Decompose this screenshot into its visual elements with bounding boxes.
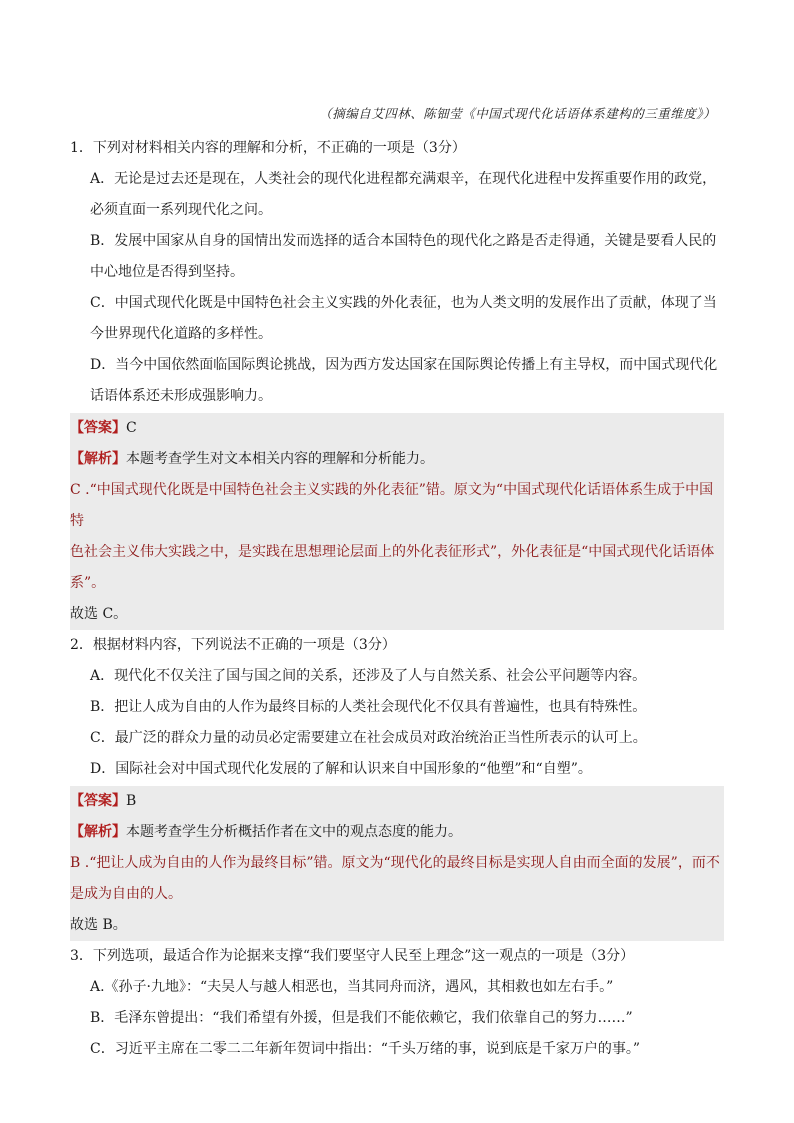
q1-explanation-line2: 色社会主义伟大实践之中，是实践在思想理论层面上的外化表征形式”，外化表征是“中国式现代化话语体 (70, 544, 715, 560)
q2-option-b: B．把让人成为自由的人作为最终目标的人类社会现代化不仅具有普遍性，也具有特殊性。 (90, 699, 647, 715)
question-content (70, 133, 724, 1065)
q2-choice: 故选 B。 (70, 917, 127, 933)
q2-explanation-line2: 是成为自由的人。 (70, 886, 182, 902)
q1-option-a-line1: A．无论是过去还是现在，人类社会的现代化进程都充满艰辛，在现代化进程中发挥重要作用的政党， (90, 171, 717, 187)
source-citation: （摘编自艾四林、陈钿莹《中国式现代化话语体系建构的三重维度》） (319, 106, 716, 121)
q1-answer-block (70, 413, 724, 630)
q1-option-b-line1: B．发展中国家从自身的国情出发而选择的适合本国特色的现代化之路是否走得通，关键是要看人民的 (90, 233, 717, 249)
answer-tag: 【答案】 (70, 420, 126, 436)
q3-option-c: C．习近平主席在二零二二年新年贺词中指出：“千头万绪的事，说到底是千家万户的事。” (90, 1041, 641, 1057)
q2-answer-value: B (126, 793, 137, 809)
q1-option-a-line2: 必须直面一系列现代化之问。 (90, 202, 272, 218)
q1-analysis-text: 本题考查学生对文本相关内容的理解和分析能力。 (126, 451, 434, 467)
q1-option-c-line2: 今世界现代化道路的多样性。 (90, 326, 272, 342)
analysis-tag: 【解析】 (70, 824, 126, 840)
q1-analysis-line (70, 444, 724, 475)
q2-answer-line (70, 786, 724, 817)
question-3-stem: 3．下列选项，最适合作为论据来支撑“我们要坚守人民至上理念”这一观点的一项是（3分） (70, 948, 635, 964)
q1-explanation-line1: C .“中国式现代化既是中国特色社会主义实践的外化表征”错。原文为“中国式现代化话语体系生成于中国特 (70, 482, 714, 529)
q1-answer-value: C (126, 420, 137, 436)
analysis-tag: 【解析】 (70, 451, 126, 467)
q1-answer-line (70, 413, 724, 444)
q1-choice: 故选 C。 (70, 606, 128, 622)
q1-option-c-line1: C．中国式现代化既是中国特色社会主义实践的外化表征，也为人类文明的发展作出了贡献，体现了当 (90, 295, 717, 311)
q2-option-d: D．国际社会对中国式现代化发展的了解和认识来自中国形象的“他塑”和“自塑”。 (90, 761, 592, 777)
question-2-stem: 2．根据材料内容，下列说法不正确的一项是（3分） (70, 637, 396, 653)
q1-explanation-line3: 系”。 (70, 575, 106, 591)
q3-option-b: B．毛泽东曾提出：“我们希望有外援，但是我们不能依赖它，我们依靠自己的努力……” (90, 1010, 633, 1026)
q2-answer-block (70, 786, 724, 941)
q1-option-b-line2: 中心地位是否得到坚持。 (90, 264, 244, 280)
q2-option-c: C．最广泛的群众力量的动员必定需要建立在社会成员对政治统治正当性所表示的认可上。 (90, 730, 647, 746)
q2-analysis-line (70, 817, 724, 848)
q3-option-a: A.《孙子·九地》：“夫吴人与越人相恶也，当其同舟而济，遇风，其相救也如左右手。” (90, 979, 614, 995)
q2-option-a: A．现代化不仅关注了国与国之间的关系，还涉及了人与自然关系、社会公平问题等内容。 (90, 668, 647, 684)
q1-option-d-line1: D．当今中国依然面临国际舆论挑战，因为西方发达国家在国际舆论传播上有主导权，而中国式现代化 (90, 357, 718, 373)
q2-explanation-line1: B .“把让人成为自由的人作为最终目标”错。原文为“现代化的最终目标是实现人自由而全面的发展”，而不 (70, 855, 720, 871)
question-1-stem: 1．下列对材料相关内容的理解和分析，不正确的一项是（3分） (70, 140, 466, 156)
q2-analysis-text: 本题考查学生分析概括作者在文中的观点态度的能力。 (126, 824, 462, 840)
answer-tag: 【答案】 (70, 793, 126, 809)
q1-option-d-line2: 话语体系还未形成强影响力。 (90, 388, 272, 404)
